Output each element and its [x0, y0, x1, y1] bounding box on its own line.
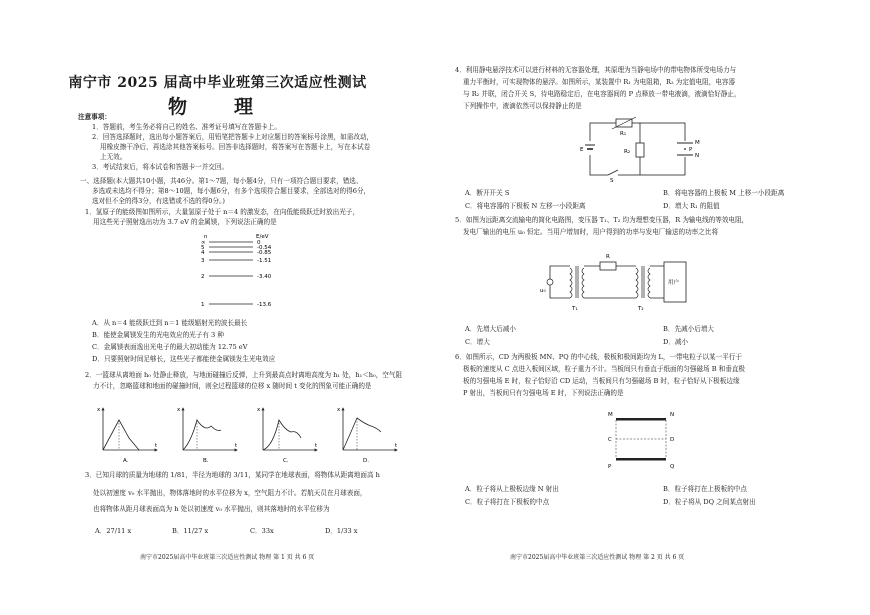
question-5-stem: 5．如图为远距离交流输电的简化电路图，变压器 T₁、T₂ 均为理想变压器，R 为输电线的等效电阻，	[455, 216, 749, 224]
question-5-option-c: C．增大	[465, 338, 490, 346]
energy-n-label: 1	[201, 302, 205, 308]
graph-b	[177, 407, 238, 464]
question-1-option-d: D．只要照射时间足够长，这些光子都能使金属镁发生光电效应	[92, 355, 276, 363]
coil-t2-secondary	[648, 268, 650, 298]
graph-b-axis-y: x	[177, 407, 181, 413]
graph-c-axis-y: x	[257, 407, 261, 413]
question-5-circuit	[540, 248, 700, 316]
transmission-line	[584, 266, 636, 298]
graph-c-axis-x: t	[315, 443, 318, 449]
energy-n-label: 3	[201, 258, 205, 264]
energy-value-label: -3.40	[257, 274, 272, 280]
question-6-stem: 板的匀强电场 E 时，粒子恰好沿 CD 运动，当板间只有匀强磁场 B 时，粒子恰好从下极板边缘	[463, 377, 740, 385]
notice-line: 2．回答选择题时，选出每小题答案后，用铅笔把答题卡上对应题目的答案标号涂黑，如需改动，	[92, 133, 374, 141]
label-n6: N	[670, 412, 675, 418]
energy-value-label: -1.51	[257, 258, 272, 264]
graph-a-axis-y: x	[97, 407, 101, 413]
label-p6: P	[608, 464, 612, 470]
question-6-plates	[600, 408, 700, 472]
question-4-stem: 重力平衡时，可实现物体的悬浮。如图所示，某装置中 R₁ 为电阻箱，R₂ 为定值电阻，电容器	[463, 78, 736, 86]
question-3-option-a: A．27/11 x	[95, 527, 132, 535]
question-5-stem: 发电厂输出的电压 u₀ 恒定。当用户增加时，用户得到的功率与发电厂输送的功率之比将	[463, 228, 719, 236]
section-one-line: 多选或未选均不得分；第8～10题，每小题6分，有多个选项符合题目要求，全部选对的得6分，	[92, 187, 371, 195]
coil-t1-primary	[570, 268, 572, 298]
energy-level-diagram	[195, 232, 285, 312]
question-3-option-c: C．33x	[250, 527, 274, 535]
plate-mn	[616, 418, 666, 421]
label-u0: u₀	[540, 288, 546, 294]
question-6-option-c: C．粒子将打在下极板的中点	[465, 498, 550, 506]
notice-heading: 注意事项：	[78, 113, 111, 121]
question-3-stem: 处以初速度 v₀ 水平抛出，物体落地时的水平位移为 x，空气阻力不计。若航天员在月球表面，	[93, 489, 367, 497]
graph-d-axis-x: t	[395, 443, 398, 449]
right-page	[435, 0, 870, 615]
label-c6: C	[608, 437, 612, 443]
energy-n-label: ∞	[201, 240, 206, 246]
graph-d-label: D.	[363, 458, 369, 464]
question-4-stem: 4．利用静电悬浮技术可以进行材料的无容器处理，其原理为当静电场中的带电物体所受电场力与	[455, 66, 737, 74]
notice-line: 1．答题前，考生务必将自己的姓名、准考证号填写在答题卡上。	[92, 123, 281, 131]
graph-c	[257, 407, 318, 464]
exam-title: 南宁市 2025 届高中毕业班第三次适应性测试	[68, 75, 367, 91]
resistor-r	[600, 262, 616, 270]
label-q6: Q	[670, 464, 675, 470]
question-1-stem: 1．氢原子的能级图如图所示，大量氢原子处于 n＝4 的激发态，在向低能级跃迁时放出光子，	[85, 208, 359, 216]
question-6-option-b: B．粒子将打在上极板的中点	[663, 485, 747, 493]
source-terminal	[547, 279, 553, 285]
point-p	[684, 148, 686, 150]
graph-a-axis-x: t	[155, 443, 158, 449]
page-footer-left: 南宁市2025届高中毕业班第三次适应性测试 物理 第 1 页 共 6 页	[140, 554, 315, 561]
question-3-option-d: D．1/33 x	[325, 527, 358, 535]
question-5-option-b: B．先减小后增大	[663, 325, 715, 333]
question-4-option-c: C．将电容器的下极板 N 左移一小段距离	[465, 202, 586, 210]
question-1-option-c: C．金属镁表面逸出光电子的最大初动能为 12.75 eV	[92, 343, 248, 351]
label-user: 用户	[668, 280, 680, 286]
label-t1: T₁	[572, 306, 578, 312]
label-m6: M	[608, 412, 613, 418]
graph-a	[97, 407, 158, 464]
question-4-circuit	[580, 115, 700, 183]
question-6-stem: 6．如图所示，CD 为两极板 MN、PQ 的中心线，极板和极间距均为 L，一带电粒子以某一平行于	[455, 353, 743, 361]
graph-b-axis-x: t	[235, 443, 238, 449]
question-6-option-a: A．粒子将从上极板边缘 N 射出	[465, 485, 559, 493]
energy-value-label: 0	[257, 240, 261, 246]
question-6-stem: 极板的速度从 C 点进入板间区域，粒子重力不计。当板间只有垂直于纸面的匀强磁场 B 和垂直极	[463, 365, 746, 373]
question-5-option-a: A．先增大后减小	[465, 325, 516, 333]
section-one-line: 选对但不全的得3分，有选错或不选的得0分。)	[92, 197, 225, 205]
question-1-option-b: B．能使金属镁发生的光电效应的光子有 3 种	[92, 331, 224, 339]
label-t2: T₂	[638, 306, 644, 312]
question-6-option-d: D．粒子将从 DQ 之间某点射出	[663, 498, 756, 506]
graph-d	[337, 407, 398, 464]
question-3-stem: 也将物体从距月球表面高为 h 处以初速度 v₀ 水平抛出，则其落地时的水平位移为	[93, 505, 330, 513]
section-one-line: 一、选择题(本大题共10小题，共46分。第1～7题，每小题4分，只有一项符合题目要求，错选、	[80, 177, 363, 185]
notice-line: 3．考试结束后，将本试卷和答题卡一并交回。	[92, 163, 229, 171]
energy-n-header: n	[204, 234, 208, 240]
exam-subject: 物 理	[167, 96, 267, 118]
question-4-option-d: D．增大 R₁ 的阻值	[663, 202, 720, 210]
label-r1: R₁	[620, 131, 627, 137]
question-5-option-d: D．减小	[663, 338, 689, 346]
energy-e-header: E/eV	[256, 234, 269, 240]
question-1-option-a: A．从 n＝4 能级跃迁到 n＝1 能级辐射光的波长最长	[92, 319, 248, 327]
question-2-stem: 2．一篮球从离地面 h₀ 处静止释放，与地面碰撞后反弹，上升到最高点时离地高度为 h₁ 处，h₁＜h₀，空气阻	[85, 371, 403, 379]
label-n: N	[695, 153, 700, 159]
label-d6: D	[670, 437, 675, 443]
coil-t1-secondary	[582, 268, 584, 298]
graph-b-label: B.	[203, 458, 209, 464]
label-s: S	[610, 178, 614, 184]
energy-value-label: -13.6	[257, 302, 272, 308]
notice-line: 用橡皮擦干净后，再选涂其他答案标号。回答非选择题时，将答案写在答题卡上，写在本试卷	[100, 143, 371, 151]
graph-d-axis-y: x	[337, 407, 341, 413]
question-4-stem: 与 R₂ 并联，闭合开关 S，待电路稳定后，在电容器间的 P 点释放一带电液滴，液滴恰好静止，	[463, 90, 741, 98]
question-3-stem: 3．已知月球的质量为地球的 1/81，半径为地球的 3/11，某同学在地球表面，将物体从距离地面高 h	[85, 471, 380, 479]
graph-a-label: A.	[123, 458, 129, 464]
question-3-option-b: B．11/27 x	[172, 527, 209, 535]
coil-t2-primary	[636, 268, 638, 298]
page-footer-right: 南宁市2025届高中毕业班第三次适应性测试 物理 第 2 页 共 6 页	[510, 554, 685, 561]
energy-value-label: -0.85	[257, 250, 272, 256]
question-6-stem: P 射出，当板间只有匀强电场 E 时，下列说法正确的是	[463, 389, 624, 397]
energy-value-label: -0.54	[257, 245, 272, 251]
energy-n-label: 4	[201, 250, 205, 256]
label-m: M	[695, 140, 700, 146]
question-2-stem: 力不计，忽略篮球和地面的碰撞时间，则全过程篮球的位移 x 随时间 t 变化的图象可能正确的是	[93, 382, 372, 390]
question-1-stem: 用这些光子照射逸出功为 3.7 eV 的金属镁，下列说法正确的是	[93, 218, 277, 226]
graph-c-label: C.	[283, 458, 289, 464]
energy-n-label: 2	[201, 274, 205, 280]
plate-pq	[616, 458, 666, 461]
energy-n-label: 5	[201, 245, 205, 251]
label-r2: R₂	[624, 149, 631, 155]
question-2-graphs	[95, 402, 415, 466]
label-p: P	[689, 147, 693, 153]
notice-line: 上无效。	[100, 153, 127, 161]
resistor-r2	[636, 143, 644, 157]
question-4-option-a: A．断开开关 S	[465, 189, 510, 197]
label-r: R	[606, 254, 610, 260]
question-4-option-b: B．将电容器的上极板 M 上移一小段距离	[663, 189, 785, 197]
label-e: E	[580, 147, 584, 153]
question-4-stem: 下列操作中，液滴依然可以保持静止的是	[463, 102, 582, 110]
